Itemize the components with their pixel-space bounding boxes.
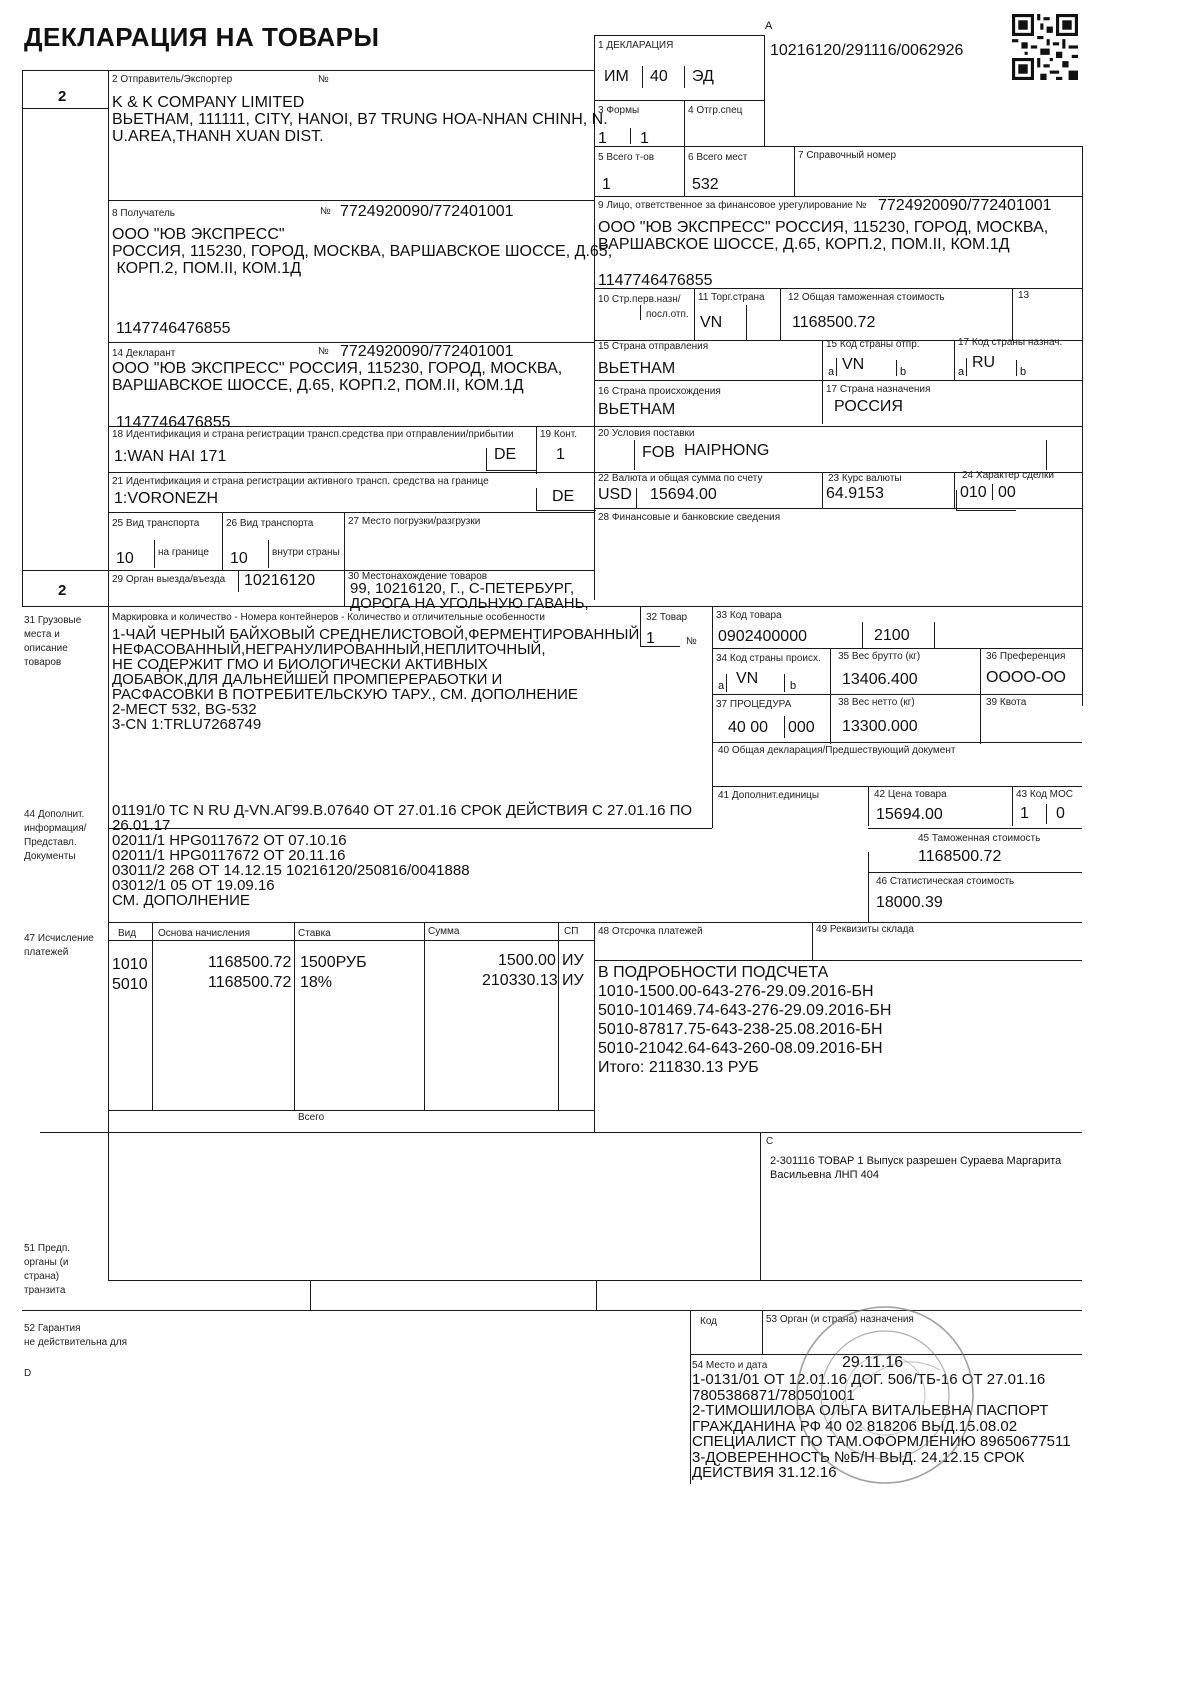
consignee-ogrn: 1147746476855 — [116, 320, 231, 337]
box6-label: 6 Всего мест — [688, 152, 748, 163]
box54-label: 54 Место и дата — [692, 1360, 768, 1371]
box2-no: № — [318, 74, 329, 85]
customs-office-entry: 10216120 — [244, 572, 316, 589]
boxc-label: С — [766, 1136, 774, 1147]
payments-total-label: Всего — [298, 1112, 325, 1123]
corner-a-label: A — [765, 20, 773, 32]
payment-details — [598, 964, 891, 1078]
invoice-currency: USD — [598, 486, 632, 503]
box24-label: 24 Характер сделки — [962, 470, 1054, 481]
origin-country: ВЬЕТНАМ — [598, 401, 676, 418]
box17a-a: a — [958, 366, 965, 378]
box1-form: ЭД — [692, 68, 714, 85]
box21-label: 21 Идентификация и страна регистрации активного трансп. средства на границе — [112, 476, 489, 487]
payment-sum: 1500.00 — [498, 952, 556, 969]
item-price: 15694.00 — [876, 806, 943, 823]
box3-value1: 1 — [598, 130, 607, 147]
box23-label: 23 Курс валюты — [828, 473, 902, 484]
payment-base: 1168500.72 — [208, 954, 292, 971]
box14-label: 14 Декларант — [112, 348, 176, 359]
box34-label: 34 Код страны происх. — [716, 653, 821, 664]
payment-details-text: В ПОДРОБНОСТИ ПОДСЧЕТА 1010-1500.00-643-276-29.09.2016-БН 5010-101469.74-643-276-29.09.2016-БН 5010-87817.75-643-238-25.08.2016-БН 5010-21042.64-643-260-08.09.2016-БН Итого: 211830.13 РУБ — [598, 964, 892, 1076]
box37-label: 37 ПРОЦЕДУРА — [716, 699, 792, 710]
box9-label: 9 Лицо, ответственное за финансовое урегулирование № — [598, 200, 867, 211]
destination-country-code: RU — [972, 354, 996, 371]
preference: ОООО-ОО — [986, 669, 1066, 686]
box31-label: Маркировка и количество - Номера контейнеров - Количество и отличительные особенности — [112, 612, 545, 623]
declarant-signature-block: 1-0131/01 ОТ 12.01.16 ДОГ. 506/ТБ-16 ОТ 27.01.16 7805386871/780501001 2-ТИМОШИЛОВА ОЛЬГА ВИТАЛЬЕВНА ПАСПОРТ ГРАЖДАНИНА РФ 40 02 818206 ВЫД.15.08.02 СПЕЦИАЛИСТ ПО ТАМ.ОФОРМЛЕНИЮ 89650677511 3-ДОВЕРЕННОСТЬ №Б/Н ВЫД. 24.12.15 СРОК ДЕЙСТВИЯ 31.12.16 — [692, 1371, 1071, 1481]
payment-rate: 1500РУБ — [300, 954, 367, 971]
goods-description: 1-ЧАЙ ЧЕРНЫЙ БАЙХОВЫЙ СРЕДНЕЛИСТОВОЙ,ФЕРМЕНТИРОВАННЫЙ НЕФАСОВАННЫЙ,НЕГРАНУЛИРОВАННЫЙ,НЕПЛИТОЧНЫЙ, НЕ СОДЕРЖИТ ГМО И БИОЛОГИЧЕСКИ АКТИВНЫХ ДОБАВОК,ДЛЯ ДАЛЬНЕЙШЕЙ ПРОМПЕРЕРАБОТКИ И РАСФАСОВКИ В ПОТРЕБИТЕЛЬСКУЮ ТАРУ., СМ. ДОПОЛНЕНИЕ 2-МЕСТ 532, BG-532 3-CN 1:TRLU7268749 — [112, 626, 640, 733]
box15a-a: a — [828, 366, 835, 378]
valuation-method: 1 — [1020, 805, 1029, 822]
payment-sp: ИУ — [562, 972, 584, 989]
invoice-amount: 15694.00 — [650, 486, 717, 503]
box34-a: a — [718, 680, 725, 692]
total-customs-value: 1168500.72 — [792, 314, 876, 331]
gross-weight: 13406.400 — [842, 671, 918, 688]
transport-mode-inland: 10 — [230, 550, 248, 567]
box29-label: 29 Орган выезда/въезда — [112, 574, 226, 585]
box44-side-label: 44 Дополнит. информация/ Представл. Документы — [24, 809, 87, 862]
box10-sublabel: посл.отп. — [646, 309, 689, 320]
box20-label: 20 Условия поставки — [598, 428, 695, 439]
box36-label: 36 Преференция — [986, 651, 1066, 662]
box30-label: 30 Местонахождение товаров — [348, 571, 488, 582]
net-weight: 13300.000 — [842, 718, 918, 735]
box3-label: 3 Формы — [598, 105, 640, 116]
box28-label: 28 Финансовые и банковские сведения — [598, 512, 781, 523]
declarant-inn: 7724920090/772401001 — [340, 343, 514, 360]
transport-at-departure: 1:WAN HAI 171 — [114, 448, 227, 465]
hs-code: 0902400000 — [718, 628, 807, 645]
incoterm: FOB — [642, 444, 675, 461]
box2-label: 2 Отправитель/Экспортер — [112, 74, 233, 85]
transaction-subtype: 00 — [998, 484, 1016, 501]
box1-code: 40 — [650, 68, 668, 85]
box19-label: 19 Конт. — [540, 429, 578, 440]
box3-value2: 1 — [640, 130, 649, 147]
box8-label: 8 Получатель — [112, 208, 175, 219]
payments-header-base: Основа начисления — [158, 928, 250, 939]
hs-code-extra: 2100 — [874, 627, 910, 644]
box34-b: b — [790, 680, 797, 692]
box27-label: 27 Место погрузки/разгрузки — [348, 516, 481, 527]
payment-sum: 210330.13 — [482, 972, 558, 989]
trade-country: VN — [700, 314, 723, 331]
box43-label: 43 Код МОС — [1016, 789, 1074, 800]
payment-sp: ИУ — [562, 952, 584, 969]
box17-label: 17 Страна назначения — [826, 384, 931, 395]
procedure-code: 40 00 — [728, 719, 769, 736]
box33-label: 33 Код товара — [716, 610, 782, 621]
payments-header-rate: Ставка — [298, 928, 331, 939]
box25-sublabel: на границе — [158, 547, 209, 558]
box47-side-label: 47 Исчисление платежей — [24, 933, 94, 958]
box52-side-label: 52 Гарантия не действительна для — [24, 1323, 128, 1348]
departure-country-code: VN — [842, 356, 865, 373]
declaration-date: 29.11.16 — [842, 1354, 904, 1371]
box42-label: 42 Цена товара — [874, 789, 947, 800]
transaction-type: 010 — [960, 484, 987, 501]
box10-label: 10 Стр.перв.назн/ — [598, 294, 681, 305]
box16-label: 16 Страна происхождения — [598, 386, 721, 397]
container-flag: 1 — [556, 446, 565, 463]
box8-no: № — [320, 206, 331, 217]
customs-value: 1168500.72 — [918, 848, 1002, 865]
responsible-ogrn: 1147746476855 — [598, 272, 713, 289]
procedure-extra: 000 — [788, 719, 815, 736]
responsible-details: ООО "ЮВ ЭКСПРЕСС" РОССИЯ, 115230, ГОРОД, МОСКВА, ВАРШАВСКОЕ ШОССЕ, Д.65, КОРП.2, ПОМ.II, КОМ.1Д — [598, 219, 1049, 253]
payment-type: 5010 — [112, 976, 148, 993]
box41-label: 41 Дополнит.единицы — [718, 790, 820, 801]
box17a-b: b — [1020, 366, 1027, 378]
delivery-place: HAIPHONG — [684, 442, 770, 459]
box22-label: 22 Валюта и общая сумма по счету — [598, 473, 763, 484]
box52-code-label: Код — [700, 1316, 718, 1327]
box12-label: 12 Общая таможенная стоимость — [788, 292, 945, 303]
consignee-details: ООО "ЮВ ЭКСПРЕСС" РОССИЯ, 115230, ГОРОД, МОСКВА, ВАРШАВСКОЕ ШОССЕ, Д.65, КОРП.2, ПОМ.II, КОМ.1Д — [112, 226, 613, 277]
box38-label: 38 Вес нетто (кг) — [838, 697, 915, 708]
sheet-number-2: 2 — [58, 582, 67, 599]
transport-country: DE — [494, 446, 517, 463]
box6-value: 532 — [692, 176, 719, 193]
release-note: 2-301116 ТОВАР 1 Выпуск разрешен Сураева Маргарита Васильевна ЛНП 404 — [770, 1155, 1062, 1181]
transport-at-border: 1:VORONEZH — [114, 490, 219, 507]
box31-side-label: 31 Грузовые места и описание товаров — [24, 615, 82, 668]
box35-label: 35 Вес брутто (кг) — [838, 651, 921, 662]
box53-label: 53 Орган (и страна) назначения — [766, 1314, 914, 1325]
box13-label: 13 — [1018, 290, 1030, 301]
box15a-b: b — [900, 366, 907, 378]
goods-location: 99, 10216120, Г., С-ПЕТЕРБУРГ, ДОРОГА НА УГОЛЬНУЮ ГАВАНЬ, — [350, 580, 589, 612]
box14-no: № — [318, 346, 329, 357]
round-stamp-icon — [790, 1300, 980, 1490]
declarant-ogrn: 1147746476855 — [116, 414, 231, 431]
box51-side-label: 51 Предп. органы (и страна) транзита — [24, 1243, 71, 1296]
departure-country: ВЬЕТНАМ — [598, 360, 676, 377]
payment-rate: 18% — [300, 974, 333, 991]
box46-label: 46 Статистическая стоимость — [876, 876, 1015, 887]
sheet-number: 2 — [58, 88, 67, 105]
responsible-inn: 7724920090/772401001 — [878, 197, 1052, 214]
additional-documents: 01191/0 TC N RU Д-VN.АГ99.В.07640 ОТ 27.01.16 СРОК ДЕЙСТВИЯ С 27.01.16 ПО 26.01.17 02011/1 HPG0117672 ОТ 07.10.16 02011/1 HPG0117672 ОТ 20.11.16 03011/2 268 ОТ 14.12.15 10216120/250816/0041888 03012/1 05 ОТ 19.09.16 СМ. ДОПОЛНЕНИЕ — [112, 802, 693, 909]
box48-label: 48 Отсрочка платежей — [598, 926, 703, 937]
consignee-inn: 7724920090/772401001 — [340, 203, 514, 220]
box32-label: 32 Товар — [646, 612, 688, 623]
origin-country-code: VN — [736, 670, 759, 687]
box49-label: 49 Реквизиты склада — [816, 924, 914, 935]
page-title: ДЕКЛАРАЦИЯ НА ТОВАРЫ — [24, 22, 380, 52]
box15-label: 15 Страна отправления — [598, 341, 709, 352]
payments-header-type: Вид — [118, 928, 137, 939]
qr-code-icon — [1012, 14, 1078, 80]
item-number: 1 — [646, 630, 655, 647]
box11-label: 11 Торг.страна — [698, 292, 765, 303]
box18-label: 18 Идентификация и страна регистрации трансп.средства при отправлении/прибытии — [112, 429, 514, 440]
exchange-rate: 64.9153 — [826, 485, 884, 502]
box39-label: 39 Квота — [986, 697, 1027, 708]
payment-type: 1010 — [112, 956, 148, 973]
payment-base: 1168500.72 — [208, 974, 292, 991]
box1-type: ИМ — [604, 68, 629, 85]
statistical-value: 18000.39 — [876, 894, 943, 911]
box32-no: № — [686, 636, 697, 647]
border-transport-country: DE — [552, 488, 575, 505]
box5-label: 5 Всего т-ов — [598, 152, 655, 163]
registration-number: 10216120/291116/0062926 — [770, 42, 964, 59]
box15a-label: 15 Код страны отпр. — [826, 339, 920, 350]
box45-label: 45 Таможенная стоимость — [918, 833, 1041, 844]
payments-header-sum: Сумма — [428, 926, 460, 937]
exporter-details: K & K COMPANY LIMITED ВЬЕТНАМ, 111111, CITY, HANOI, B7 TRUNG HOA-NHAN CHINH, N. U.AREA,THANH XUAN DIST. — [112, 94, 608, 145]
box25-label: 25 Вид транспорта — [112, 518, 200, 529]
box17a-label: 17 Код страны назнач. — [958, 337, 1063, 348]
boxd-label: D — [24, 1368, 32, 1379]
valuation-method-extra: 0 — [1056, 805, 1065, 822]
box26-sublabel: внутри страны — [272, 547, 340, 558]
transport-mode-border: 10 — [116, 550, 134, 567]
box5-value: 1 — [602, 176, 611, 193]
declarant-details: ООО "ЮВ ЭКСПРЕСС" РОССИЯ, 115230, ГОРОД, МОСКВА, ВАРШАВСКОЕ ШОССЕ, Д.65, КОРП.2, ПОМ.II, КОМ.1Д — [112, 360, 563, 394]
box1-label: 1 ДЕКЛАРАЦИЯ — [598, 40, 674, 51]
box7-label: 7 Справочный номер — [798, 150, 897, 161]
box26-label: 26 Вид транспорта — [226, 518, 314, 529]
destination-country: РОССИЯ — [834, 398, 903, 415]
box40-label: 40 Общая декларация/Предшествующий документ — [718, 745, 956, 756]
box4-label: 4 Отгр.спец — [688, 105, 743, 116]
payments-header-sp: СП — [564, 926, 579, 937]
